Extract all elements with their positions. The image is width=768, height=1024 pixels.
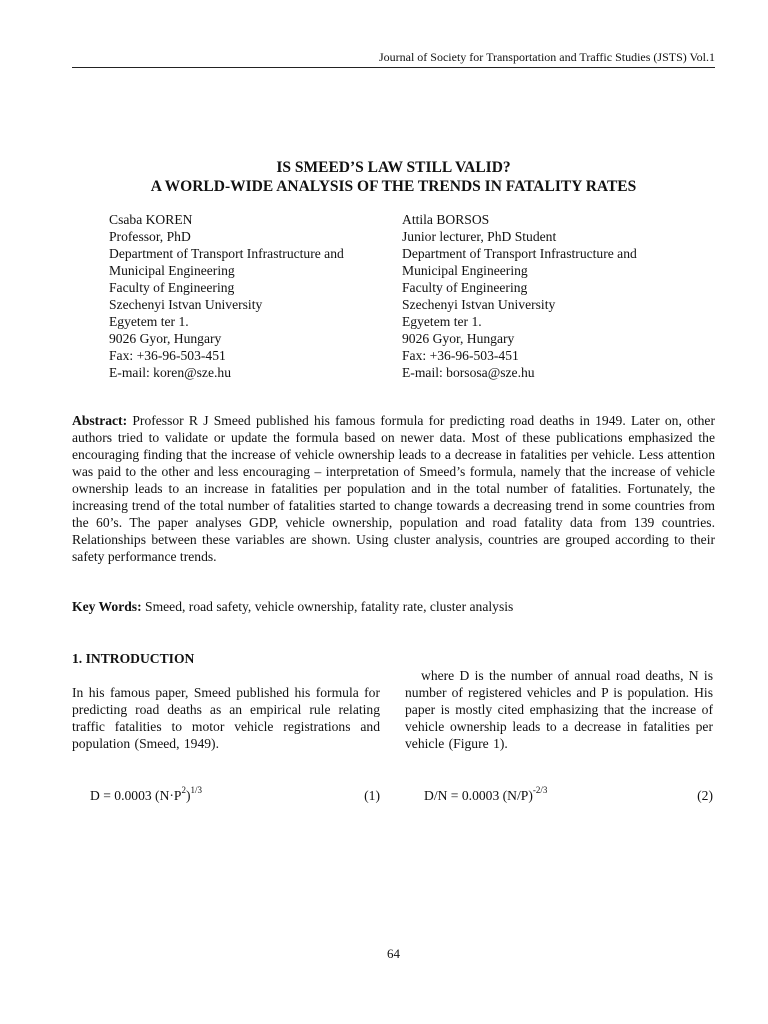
- abstract: [72, 412, 715, 565]
- author-email: E-mail: borsosa@sze.hu: [402, 365, 535, 380]
- keywords: [72, 598, 715, 615]
- introduction-paragraph-right: [405, 667, 713, 752]
- author-faculty: Faculty of Engineering: [109, 280, 235, 295]
- equation-2-expression: D/N = 0.0003 $(N/P)^{-2/3}$: [424, 785, 548, 803]
- introduction-paragraph-left: In his famous paper, Smeed published his formula for predicting road deaths as an empirical rule relating traffic fatalities to motor vehicle registrations and population (Smeed, 1949).: [72, 685, 380, 751]
- author-department: Department of Transport Infrastructure and: [109, 246, 344, 261]
- title-line-2: A WORLD-WIDE ANALYSIS OF THE TRENDS IN FATALITY RATES: [150, 178, 637, 195]
- equation-1-number: (1): [364, 788, 380, 803]
- title-line-1: IS SMEED’S LAW STILL VALID?: [276, 159, 511, 176]
- running-head: Journal of Society for Transportation and Traffic Studies (JSTS) Vol.1: [378, 50, 715, 64]
- author-name: Csaba KOREN: [109, 212, 193, 227]
- keywords-text: Smeed, road safety, vehicle ownership, fatality rate, cluster analysis: [145, 599, 514, 614]
- author-position: Professor, PhD: [109, 229, 191, 244]
- equation-2-number: (2): [697, 788, 713, 803]
- abstract-label: Abstract:: [72, 413, 128, 428]
- paper-title: [72, 158, 715, 196]
- author-street: Egyetem ter 1.: [402, 314, 482, 329]
- author-position: Junior lecturer, PhD Student: [402, 229, 557, 244]
- author-faculty: Faculty of Engineering: [402, 280, 528, 295]
- author-city: 9026 Gyor, Hungary: [109, 331, 222, 346]
- author-block-borsos: [402, 211, 692, 381]
- author-university: Szechenyi Istvan University: [109, 297, 263, 312]
- equation-1-expression: D = 0.0003 $(N\cdot P^2)^{1/3}$: [90, 785, 203, 803]
- author-department-cont: Municipal Engineering: [109, 263, 235, 278]
- author-email: E-mail: koren@sze.hu: [109, 365, 231, 380]
- keywords-label: Key Words:: [72, 599, 142, 614]
- author-department-cont: Municipal Engineering: [402, 263, 528, 278]
- header-rule: [72, 67, 715, 68]
- author-block-koren: [109, 211, 389, 381]
- section-heading-introduction: 1. INTRODUCTION: [72, 651, 195, 666]
- author-city: 9026 Gyor, Hungary: [402, 331, 515, 346]
- author-university: Szechenyi Istvan University: [402, 297, 556, 312]
- author-department: Department of Transport Infrastructure and: [402, 246, 637, 261]
- author-fax: Fax: +36-96-503-451: [402, 348, 519, 363]
- introduction-paragraph-right-text: where D is the number of annual road deaths, N is number of registered vehicles and P is population. His paper is mostly cited emphasizing that the increase of vehicle ownership leads to a decrease in fatalities per vehicle (Figure 1).: [405, 668, 713, 751]
- author-name: Attila BORSOS: [402, 212, 490, 227]
- abstract-text: Professor R J Smeed published his famous formula for predicting road deaths in 1949. Later on, other authors tried to validate or update the formula based on newer data. Most of these publications emphasized the encouraging finding that the increase of vehicle ownership leads to a decrease in fatalities per vehicle. Less attention was paid to the other and less encouraging – interpretation of Smeed’s formula, namely that the increase of vehicle ownership leads to an increase in fatalities per population and in the total number of fatalities. Fortunately, the increasing trend of the total number of fatalities started to change towards a decreasing trend in some countries from the 60’s. The paper analyses GDP, vehicle ownership, population and road fatality data from 139 countries. Relationships between these variables are shown. Using cluster analysis, countries are grouped according to their safety performance trends.: [72, 413, 715, 564]
- page-number: 64: [387, 946, 400, 961]
- author-fax: Fax: +36-96-503-451: [109, 348, 226, 363]
- author-street: Egyetem ter 1.: [109, 314, 189, 329]
